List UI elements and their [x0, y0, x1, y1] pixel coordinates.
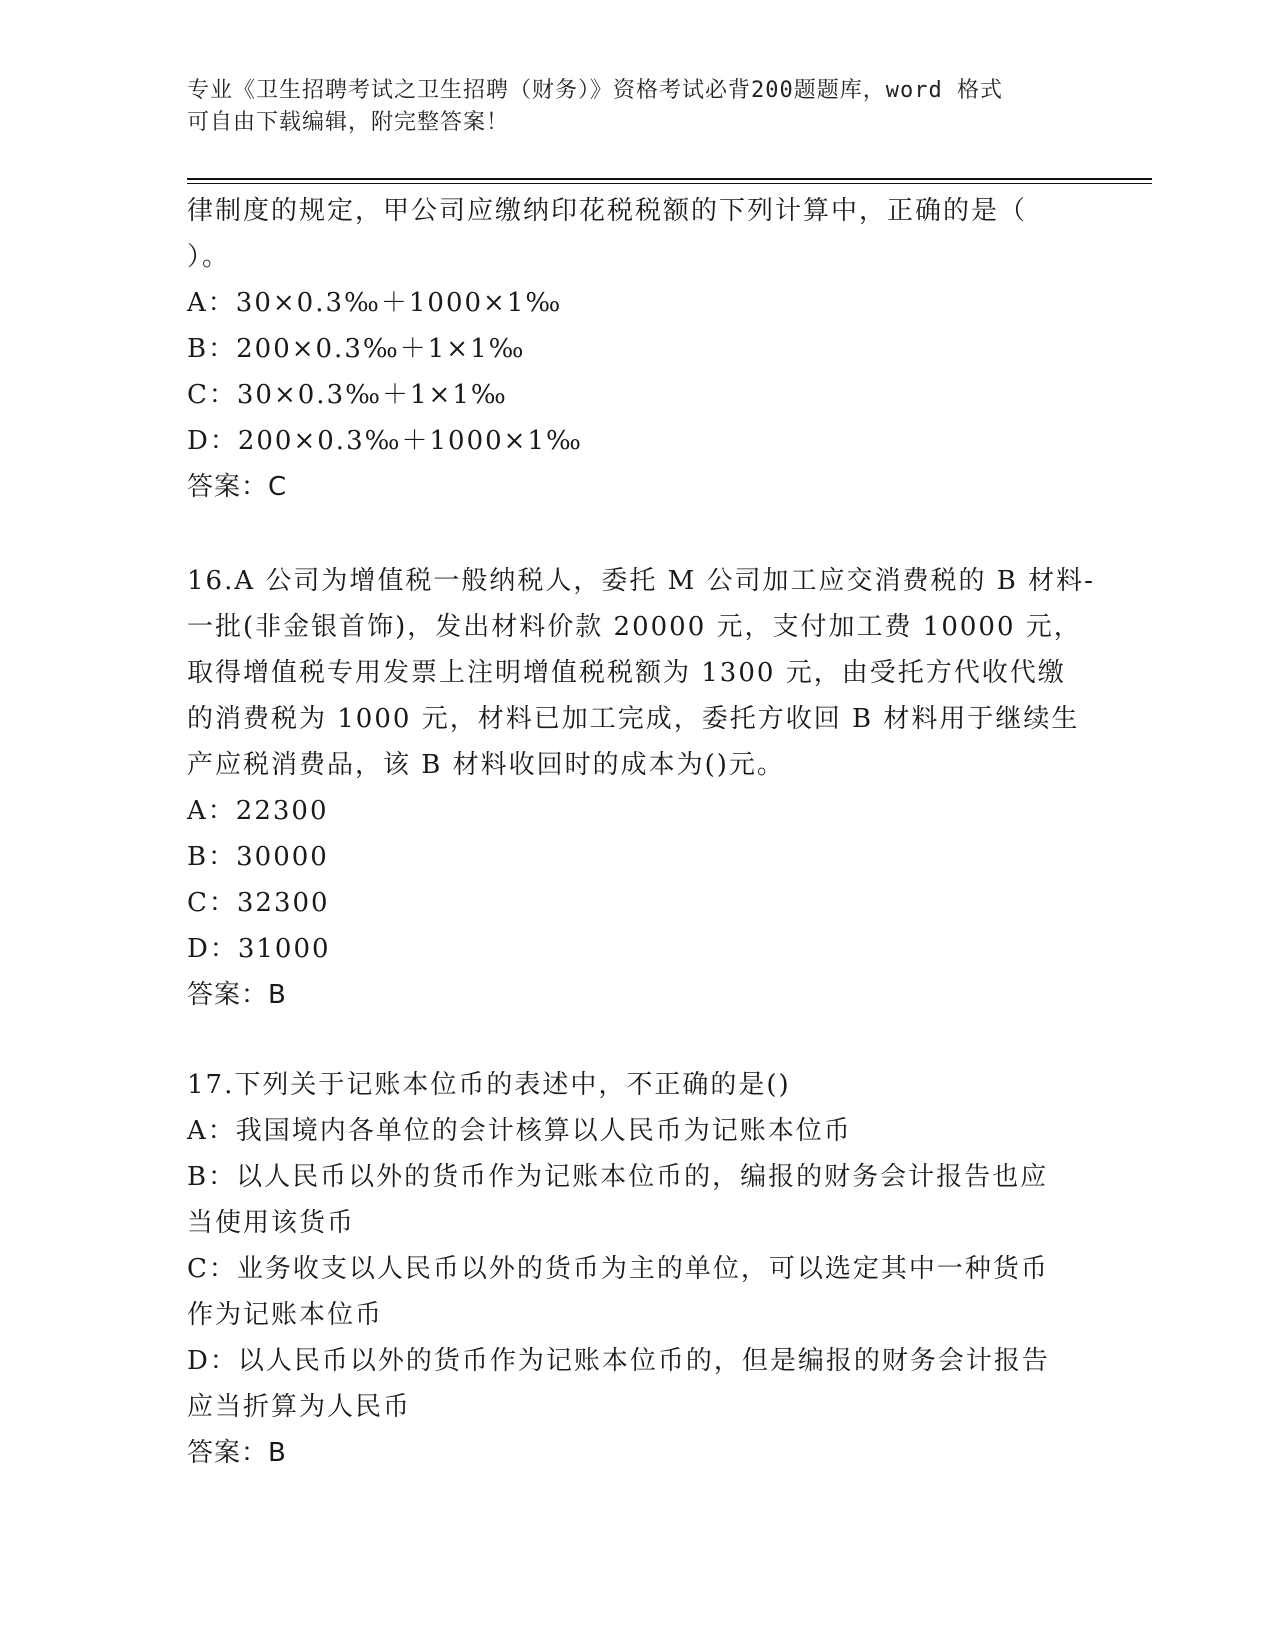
option-c: C：32300 — [187, 888, 330, 918]
option-d: D：31000 — [187, 934, 331, 964]
answer-line: 答案：B — [187, 1438, 287, 1468]
option-d-continued: 应当折算为人民币 — [187, 1392, 412, 1422]
option-b: B：200×0.3‰＋1×1‰ — [187, 334, 526, 364]
question-stem-line: 的消费税为 1000 元，材料已加工完成，委托方收回 B 材料用于继续生 — [187, 704, 1080, 734]
question-17-block — [187, 1062, 1087, 1476]
question-15-block — [187, 188, 1087, 510]
header-divider-thin — [187, 183, 1152, 184]
option-c: C：30×0.3‰＋1×1‰ — [187, 380, 508, 410]
question-content — [187, 188, 1095, 1476]
question-stem-line: 产应税消费品，该 B 材料收回时的成本为()元。 — [187, 750, 785, 780]
option-b-continued: 当使用该货币 — [187, 1208, 356, 1238]
header-title-line-1: 专业《卫生招聘考试之卫生招聘（财务）》资格考试必背200题题库，word 格式 — [187, 78, 1003, 103]
question-stem-line: 16.A 公司为增值税一般纳税人，委托 M 公司加工应交消费税的 B 材料- — [187, 566, 1095, 596]
header-title-line-2: 可自由下载编辑，附完整答案！ — [187, 110, 510, 135]
answer-line: 答案：B — [187, 980, 287, 1010]
option-c-continued: 作为记账本位币 — [187, 1300, 384, 1330]
option-a: A：30×0.3‰＋1000×1‰ — [187, 288, 563, 318]
question-stem-line: 17.下列关于记账本位币的表述中，不正确的是() — [187, 1070, 791, 1100]
question-16-block — [187, 558, 1095, 1018]
option-a: A：我国境内各单位的会计核算以人民币为记账本位币 — [187, 1116, 852, 1146]
spacer — [187, 1018, 1087, 1062]
header-divider-thick — [187, 178, 1152, 180]
question-stem-line: 律制度的规定，甲公司应缴纳印花税税额的下列计算中，正确的是（ — [187, 196, 1028, 226]
option-d: D：以人民币以外的货币作为记账本位币的，但是编报的财务会计报告 — [187, 1346, 1050, 1376]
spacer — [187, 510, 1087, 558]
question-stem-line: 取得增值税专用发票上注明增值税税额为 1300 元，由受托方代收代缴 — [187, 658, 1066, 688]
option-c: C：业务收支以人民币以外的货币为主的单位，可以选定其中一种货币 — [187, 1254, 1049, 1284]
answer-line: 答案：C — [187, 472, 288, 502]
option-b: B：以人民币以外的货币作为记账本位币的，编报的财务会计报告也应 — [187, 1162, 1049, 1192]
option-b: B：30000 — [187, 842, 329, 872]
question-stem-line: 一批(非金银首饰)，发出材料价款 20000 元，支付加工费 10000 元， — [187, 612, 1082, 642]
option-d: D：200×0.3‰＋1000×1‰ — [187, 426, 583, 456]
document-header — [187, 75, 1087, 139]
option-a: A：22300 — [187, 796, 329, 826]
question-stem-line: ）。 — [187, 242, 231, 272]
